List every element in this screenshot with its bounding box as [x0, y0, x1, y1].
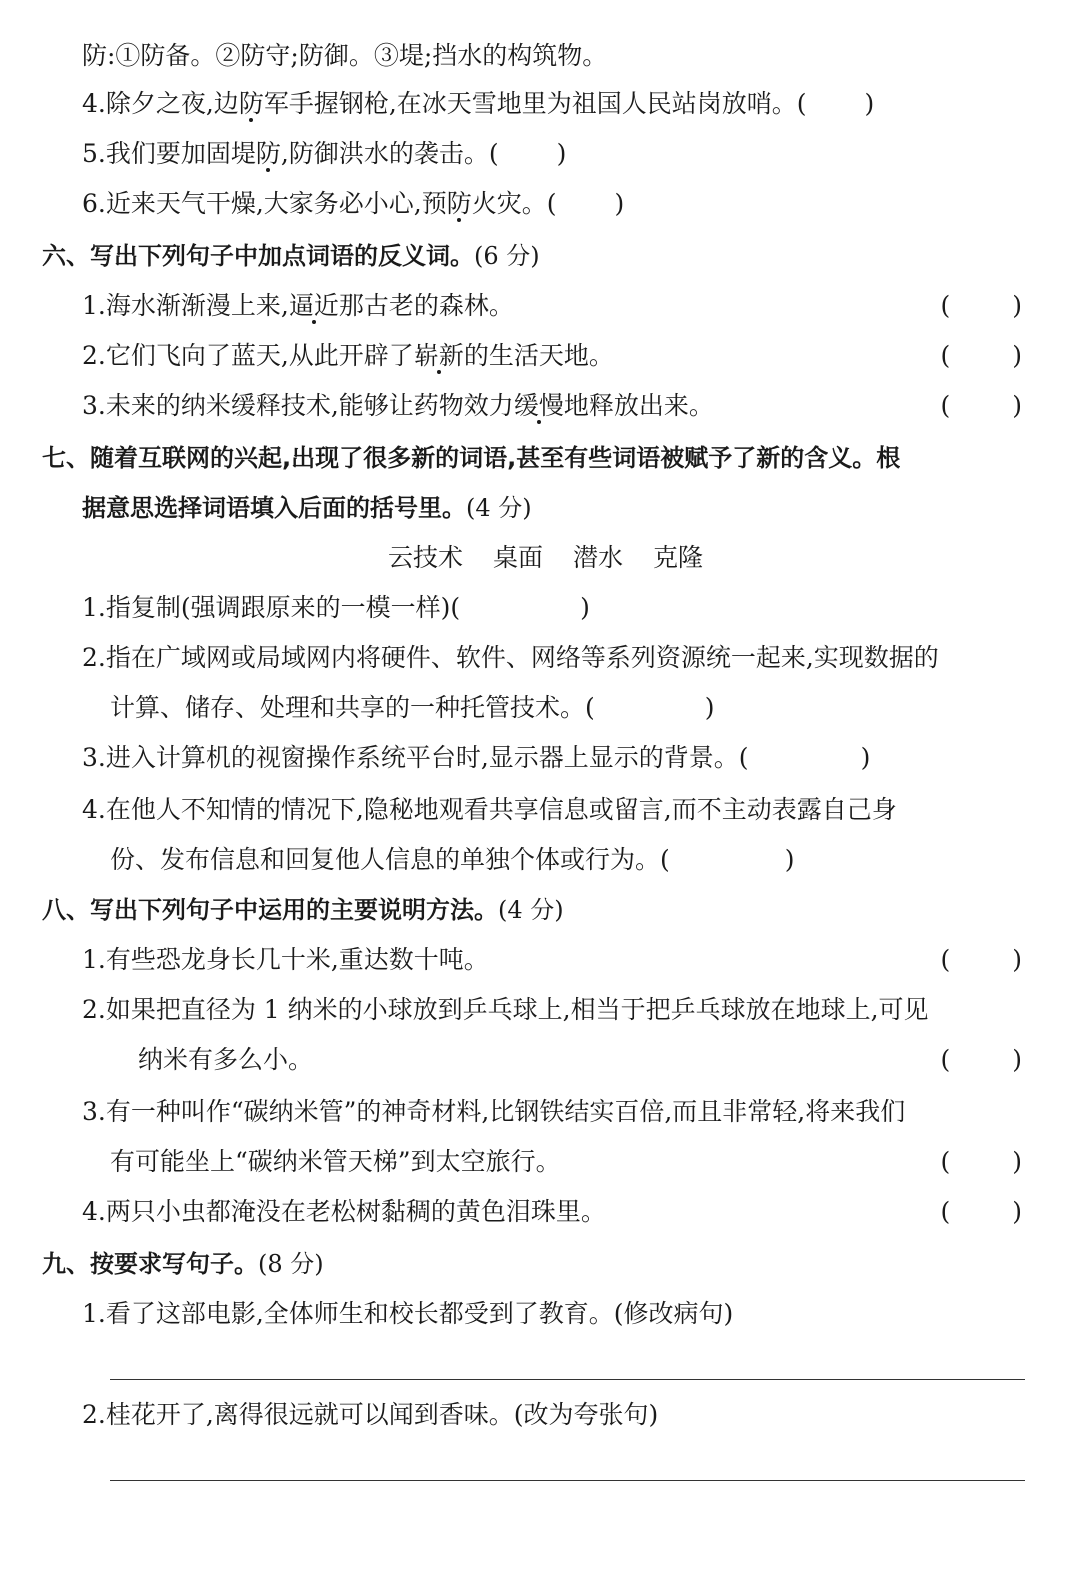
definition-text: 防:①防备。②防守;防御。③堤;挡水的构筑物。 — [82, 41, 608, 70]
section8-heading — [42, 890, 564, 930]
section9-heading — [42, 1244, 324, 1284]
dotted-word: 逼近 — [288, 291, 339, 320]
question-item — [82, 738, 870, 778]
paren-close: ) — [1012, 341, 1022, 370]
answer-parens[interactable] — [940, 1192, 1022, 1232]
paren-close: ) — [864, 89, 875, 118]
item-text: 近来天气干燥,大家务必小心,预 — [105, 189, 447, 218]
item-text: 1.看了这部电影,全体师生和校长都受到了教育。(修改病句) — [82, 1299, 734, 1328]
answer-parens[interactable] — [940, 336, 1022, 376]
paren-open: ( — [940, 391, 951, 420]
dotted-word: 防 — [446, 189, 472, 218]
question-item — [82, 336, 1022, 376]
section-title: 七、随着互联网的兴起,出现了很多新的词语,甚至有些词语被赋予了新的含义。根 — [42, 444, 901, 472]
item-text: 份、发布信息和回复他人信息的单独个体或行为。( — [110, 845, 670, 874]
item-text: 纳米有多么小。 — [138, 1045, 314, 1074]
paren-close: ) — [704, 693, 715, 722]
word-option: 克隆 — [653, 543, 704, 572]
item-number: 3. — [82, 391, 106, 420]
word-bank — [388, 538, 733, 578]
word-option: 桌面 — [493, 543, 544, 572]
answer-parens[interactable] — [940, 1142, 1022, 1182]
item-text: 4.在他人不知情的情况下,隐秘地观看共享信息或留言,而不主动表露自己身 — [82, 795, 897, 824]
paren-close: ) — [1012, 1147, 1022, 1176]
item-text: 4.两只小虫都淹没在老松树黏稠的黄色泪珠里。 — [82, 1197, 606, 1226]
section6-heading — [42, 236, 540, 276]
word-option: 潜水 — [573, 543, 624, 572]
section-title: 六、写出下列句子中加点词语的反义词。 — [42, 242, 474, 270]
question-item — [82, 184, 624, 224]
section-score: (8 分) — [258, 1250, 324, 1278]
paren-close: ) — [784, 845, 795, 874]
answer-parens[interactable] — [940, 286, 1022, 326]
item-text: 2.如果把直径为 1 纳米的小球放到乒乓球上,相当于把乒乓球放在地球上,可见 — [82, 995, 929, 1024]
word-option: 云技术 — [388, 543, 464, 572]
question-item — [82, 990, 929, 1030]
item-text: 计算、储存、处理和共享的一种托管技术。( — [110, 693, 595, 722]
section7-heading — [42, 438, 900, 478]
question-item — [82, 638, 939, 678]
question-item-cont — [110, 1142, 561, 1182]
question-item — [82, 588, 590, 628]
paren-open: ( — [940, 1147, 951, 1176]
paren-close: ) — [1012, 1045, 1022, 1074]
question-item — [82, 84, 874, 124]
item-text: 未来的纳米缓释技术,能够让药物效力 — [105, 391, 514, 420]
paren-open: ( — [940, 1197, 951, 1226]
dotted-word: 缓慢 — [513, 391, 564, 420]
item-text: 1.指复制(强调跟原来的一模一样)( — [82, 593, 461, 622]
section-title: 据意思选择词语填入后面的括号里。 — [82, 494, 466, 522]
dotted-word: 崭新 — [413, 341, 464, 370]
item-number: 6. — [82, 189, 106, 218]
answer-parens[interactable] — [940, 1040, 1022, 1080]
question-item — [82, 134, 566, 174]
question-item-cont — [110, 688, 715, 728]
section-title: 八、写出下列句子中运用的主要说明方法。 — [42, 896, 498, 924]
question-item — [82, 1092, 905, 1132]
question-item — [82, 790, 897, 830]
item-number: 2. — [82, 341, 106, 370]
paren-close: ) — [556, 139, 567, 168]
question-item-cont — [110, 840, 795, 880]
item-number: 5. — [82, 139, 106, 168]
paren-open: ( — [940, 291, 951, 320]
item-number: 1. — [82, 291, 106, 320]
item-text: 军手握钢枪,在冰天雪地里为祖国人民站岗放哨。( — [263, 89, 807, 118]
item-text: 那古老的森林。 — [338, 291, 514, 320]
section7-heading-cont — [82, 488, 532, 528]
item-text: 有可能坐上“碳纳米管天梯”到太空旅行。 — [110, 1147, 561, 1176]
item-text: 海水渐渐漫上来, — [105, 291, 289, 320]
answer-writing-line[interactable] — [110, 1480, 1025, 1481]
paren-open: ( — [940, 945, 951, 974]
paren-close: ) — [1012, 1197, 1022, 1226]
item-number: 4. — [82, 89, 106, 118]
paren-open: ( — [940, 1045, 951, 1074]
item-text: ,防御洪水的袭击。( — [280, 139, 499, 168]
item-text: 2.桂花开了,离得很远就可以闻到香味。(改为夸张句) — [82, 1400, 659, 1429]
paren-close: ) — [614, 189, 625, 218]
paren-close: ) — [1012, 291, 1022, 320]
paren-close: ) — [1012, 391, 1022, 420]
definition-line — [82, 36, 607, 76]
question-item — [82, 940, 489, 980]
section-score: (4 分) — [498, 896, 564, 924]
answer-parens[interactable] — [940, 940, 1022, 980]
item-text: 火灾。( — [471, 189, 557, 218]
question-item — [82, 386, 1022, 426]
question-item-cont — [138, 1040, 313, 1080]
answer-writing-line[interactable] — [110, 1379, 1025, 1380]
dotted-word: 防 — [255, 139, 281, 168]
item-text: 3.进入计算机的视窗操作系统平台时,显示器上显示的背景。( — [82, 743, 749, 772]
paren-close: ) — [1012, 945, 1022, 974]
item-text: 2.指在广域网或局域网内将硬件、软件、网络等系列资源统一起来,实现数据的 — [82, 643, 939, 672]
item-text: 的生活天地。 — [463, 341, 614, 370]
item-text: 除夕之夜,边 — [105, 89, 239, 118]
question-item — [82, 286, 1022, 326]
question-item — [82, 1294, 733, 1334]
question-item — [82, 1192, 606, 1232]
item-text: 地释放出来。 — [563, 391, 714, 420]
item-text: 我们要加固堤 — [105, 139, 256, 168]
paren-open: ( — [940, 341, 951, 370]
paren-close: ) — [860, 743, 871, 772]
paren-close: ) — [580, 593, 590, 622]
question-item — [82, 1395, 658, 1435]
item-text: 它们飞向了蓝天,从此开辟了 — [105, 341, 414, 370]
section-title: 九、按要求写句子。 — [42, 1250, 258, 1278]
section-score: (6 分) — [474, 242, 540, 270]
item-text: 3.有一种叫作“碳纳米管”的神奇材料,比钢铁结实百倍,而且非常轻,将来我们 — [82, 1097, 906, 1126]
answer-parens[interactable] — [940, 386, 1022, 426]
dotted-word: 防 — [238, 89, 264, 118]
item-text: 1.有些恐龙身长几十米,重达数十吨。 — [82, 945, 489, 974]
section-score: (4 分) — [466, 494, 532, 522]
